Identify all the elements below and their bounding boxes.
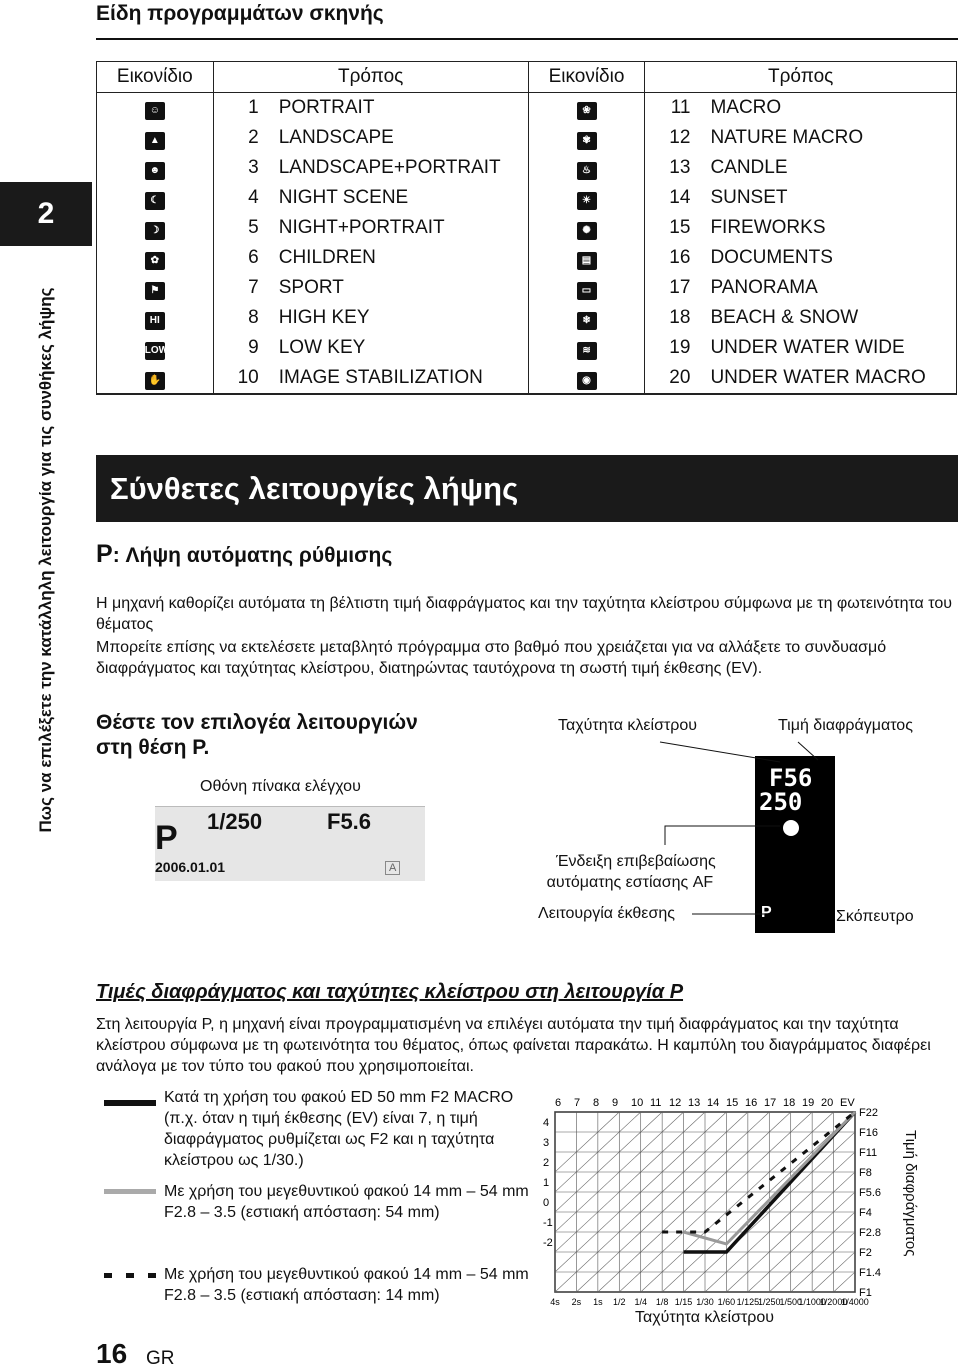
underwater-wide-icon: ≋ <box>577 342 597 360</box>
mode-icon-cell <box>97 93 214 124</box>
x-tick-label: 1/500 <box>779 1297 802 1307</box>
header-mode-left: Τρόπος <box>213 62 528 93</box>
night-scene-icon: ☾ <box>145 192 165 210</box>
ev-diagonal-line <box>555 1112 748 1292</box>
mode-name: DOCUMENTS <box>702 243 956 273</box>
y-tick-label: F2 <box>859 1247 872 1259</box>
aperture-shutter-section-title: Τιμές διαφράγματος και ταχύτητες κλείστρου στη λειτουργία P <box>96 981 684 1003</box>
ev-top-label: 10 <box>631 1097 644 1109</box>
mode-name: LANDSCAPE+PORTRAIT <box>271 153 529 183</box>
mode-icon-cell <box>97 333 214 363</box>
x-tick-label: 1/15 <box>674 1297 693 1307</box>
control-panel-label: Οθόνη πίνακα ελέγχου <box>200 778 361 795</box>
table-row <box>97 123 957 153</box>
ev-top-label: 7 <box>574 1097 581 1109</box>
ev-top-label: 16 <box>745 1097 758 1109</box>
ev-diagonal-line <box>535 1112 726 1292</box>
x-tick-label: 1/1000 <box>798 1297 826 1307</box>
mode-number: 9 <box>213 333 271 363</box>
mode-icon-cell <box>97 213 214 243</box>
ev-diagonal-line <box>535 1112 705 1292</box>
mode-number: 8 <box>213 303 271 333</box>
legend-dashed-black-line <box>104 1273 156 1278</box>
mode-number: 12 <box>645 123 703 153</box>
mode-icon-cell <box>97 243 214 273</box>
y-tick-label: F2.8 <box>859 1227 882 1239</box>
ev-left-label: 3 <box>543 1137 550 1149</box>
p-mode-heading <box>96 540 392 569</box>
fireworks-icon: ✺ <box>577 222 597 240</box>
mode-name: NATURE MACRO <box>702 123 956 153</box>
step-line-1: Θέστε τον επιλογέα λειτουργιών <box>96 711 418 734</box>
mode-name: MACRO <box>702 93 956 124</box>
y-tick-label: F16 <box>859 1127 878 1139</box>
legend-solid-gray-line <box>104 1189 156 1194</box>
low-key-icon: LOW <box>145 342 165 360</box>
image-stabilization-icon: ✋ <box>145 372 165 390</box>
ev-top-label: 15 <box>726 1097 739 1109</box>
mode-number: 16 <box>645 243 703 273</box>
legend-text-3: Με χρήση του μεγεθυντικού φακού 14 mm – 54 mm F2.8 – 3.5 (εστιακή απόσταση: 14 mm) <box>164 1266 529 1304</box>
table-row <box>97 243 957 273</box>
mode-icon-cell <box>528 183 645 213</box>
mode-icon-cell <box>97 363 214 394</box>
y-tick-label: F4 <box>859 1207 872 1219</box>
ev-top-label: 12 <box>669 1097 682 1109</box>
macro-icon: ❀ <box>577 102 597 120</box>
mode-number: 14 <box>645 183 703 213</box>
x-tick-label: 4s <box>550 1297 560 1307</box>
ev-diagonal-line <box>834 1112 940 1292</box>
mode-number: 5 <box>213 213 271 243</box>
mode-name: UNDER WATER WIDE <box>702 333 956 363</box>
table-row <box>97 183 957 213</box>
x-tick-label: 1/60 <box>717 1297 736 1307</box>
ev-top-label: 13 <box>688 1097 701 1109</box>
x-tick-label: 1/8 <box>655 1297 669 1307</box>
table-header-row <box>97 62 957 93</box>
legend-text-1: Κατά τη χρήση του φακού ED 50 mm F2 MACRO (π.χ. όταν η τιμή έκθεσης (EV) είναι 7, η τιμή διαφράγματος ρυθμίζεται ως F2 και η ταχύτητα κλείστρου ως 1/30.) <box>164 1089 514 1169</box>
mode-name: NIGHT SCENE <box>271 183 529 213</box>
high-key-icon: HI <box>145 312 165 330</box>
mode-icon-cell <box>97 123 214 153</box>
ev-top-label: 11 <box>650 1097 662 1109</box>
program-line-chart <box>535 1090 940 1335</box>
nature-macro-icon: ✾ <box>577 132 597 150</box>
ev-left-label: -1 <box>543 1217 553 1229</box>
children-icon: ✿ <box>145 252 165 270</box>
mode-name: UNDER WATER MACRO <box>702 363 956 394</box>
mode-name: CANDLE <box>702 153 956 183</box>
x-tick-label: 1/125 <box>736 1297 760 1307</box>
y-tick-label: F1 <box>859 1287 872 1299</box>
mode-icon-cell <box>97 183 214 213</box>
exposure-mode-label: Λειτουργία έκθεσης <box>538 905 675 922</box>
p-mode-paragraph-1: Η μηχανή καθορίζει αυτόματα τη βέλτιστη τιμή διαφράγματος και την ταχύτητα κλείστρου σύμφωνα με τη φωτεινότητα του θέματος <box>96 595 952 633</box>
table-row <box>97 93 957 124</box>
mode-icon-cell <box>528 93 645 124</box>
lcd-aperture: F5.6 <box>327 809 372 834</box>
table-row <box>97 213 957 243</box>
ev-top-label: EV <box>840 1097 855 1109</box>
ev-left-label: 0 <box>543 1197 550 1209</box>
p-mode-heading-text: : Λήψη αυτόματης ρύθμισης <box>112 544 393 567</box>
ev-diagonal-line <box>684 1112 877 1292</box>
mode-number: 15 <box>645 213 703 243</box>
ev-left-label: 1 <box>543 1177 550 1189</box>
mode-number: 17 <box>645 273 703 303</box>
ev-top-label: 9 <box>612 1097 619 1109</box>
ev-top-label: 18 <box>783 1097 796 1109</box>
beach-snow-icon: ❄ <box>577 312 597 330</box>
ev-left-label: 4 <box>543 1117 550 1129</box>
af-confirmation-line-2: αυτόματης εστίασης AF <box>546 874 714 891</box>
mode-name: HIGH KEY <box>271 303 529 333</box>
y-tick-label: F1.4 <box>859 1267 882 1279</box>
mode-icon-cell <box>528 243 645 273</box>
mode-number: 13 <box>645 153 703 183</box>
mode-number: 2 <box>213 123 271 153</box>
table-row <box>97 333 957 363</box>
mode-icon-cell <box>528 123 645 153</box>
ev-diagonal-line <box>535 1112 684 1292</box>
shutter-speed-label: Ταχύτητα κλείστρου <box>558 717 698 734</box>
x-tick-label: 1/250 <box>758 1297 781 1307</box>
mode-name: IMAGE STABILIZATION <box>271 363 529 394</box>
mode-name: FIREWORKS <box>702 213 956 243</box>
lcd-mode: P <box>155 819 178 857</box>
mode-name: SUNSET <box>702 183 956 213</box>
ev-top-label: 20 <box>821 1097 834 1109</box>
step-line-2: στη θέση P. <box>96 736 210 759</box>
mode-icon-cell <box>528 213 645 243</box>
header-icon-left: Εικονίδιο <box>97 62 214 93</box>
ev-left-label: -2 <box>543 1237 553 1249</box>
vf-aperture: F56 <box>769 764 813 792</box>
scene-modes-table <box>96 61 957 395</box>
portrait-icon: ☺ <box>145 102 165 120</box>
mode-icon-cell <box>97 153 214 183</box>
ev-diagonal-line <box>619 1112 812 1292</box>
legend-solid-black-line <box>104 1100 156 1106</box>
mode-number: 10 <box>213 363 271 394</box>
ev-top-label: 19 <box>802 1097 815 1109</box>
page-number: 16 <box>96 1338 128 1369</box>
underwater-macro-icon: ◉ <box>577 372 597 390</box>
mode-name: SPORT <box>271 273 529 303</box>
step-instruction <box>96 710 418 760</box>
x-tick-label: 1/4000 <box>841 1297 869 1307</box>
ev-left-label: 2 <box>543 1157 550 1169</box>
mode-icon-cell <box>528 273 645 303</box>
lcd-shutter: 1/250 <box>207 809 263 834</box>
x-tick-label: 1/4 <box>634 1297 647 1307</box>
table-row <box>97 303 957 333</box>
y-tick-label: F11 <box>859 1147 878 1159</box>
ev-top-label: 14 <box>707 1097 720 1109</box>
lcd-af-indicator: A <box>385 861 400 875</box>
candle-icon: ♨ <box>577 162 597 180</box>
mode-number: 19 <box>645 333 703 363</box>
mode-number: 11 <box>645 93 703 124</box>
landscape-portrait-icon: ☻ <box>145 162 165 180</box>
ev-diagonal-line <box>535 1112 641 1292</box>
y-tick-label: F8 <box>859 1167 872 1179</box>
y-tick-label: F22 <box>859 1107 878 1119</box>
header-icon-right: Εικονίδιο <box>528 62 645 93</box>
mode-name: PANORAMA <box>702 273 956 303</box>
ev-diagonal-line <box>662 1112 855 1292</box>
vf-mode: P <box>761 904 772 921</box>
section-title: Είδη προγραμμάτων σκηνής <box>96 2 384 25</box>
mode-name: CHILDREN <box>271 243 529 273</box>
ev-diagonal-line <box>726 1112 919 1292</box>
chart-x-label: Ταχύτητα κλείστρου <box>635 1309 775 1326</box>
mode-icon-cell <box>97 303 214 333</box>
panorama-icon: ▭ <box>577 282 597 300</box>
night-portrait-icon: ☽ <box>145 222 165 240</box>
chapter-number-tab: 2 <box>0 182 92 246</box>
x-tick-label: 2s <box>571 1297 582 1307</box>
aperture-shutter-paragraph: Στη λειτουργία P, η μηχανή είναι προγραμματισμένη να επιλέγει αυτόματα την τιμή διαφράγματος και την ταχύτητα κλείστρου σύμφωνα με τη φωτεινότητα του θέματος, όπως φαίνεται παρακάτω. Η καμπύλη του διαγράμματος διαφέρει ανάλογα με τον τύπο του φακού που χρησιμοποιείται. <box>96 1016 931 1075</box>
title-divider <box>96 38 958 40</box>
mode-number: 6 <box>213 243 271 273</box>
page-language: GR <box>146 1348 175 1369</box>
ev-diagonal-line <box>705 1112 898 1292</box>
mode-name: NIGHT+PORTRAIT <box>271 213 529 243</box>
header-mode-right: Τρόπος <box>645 62 957 93</box>
chapter-side-title: Πως να επιλέξετε την κατάλληλη λειτουργία για τις συνθήκες λήψης <box>36 287 55 833</box>
table-row <box>97 153 957 183</box>
lcd-date: 2006.01.01 <box>155 859 226 875</box>
af-confirmation-label <box>546 851 716 893</box>
mode-number: 7 <box>213 273 271 303</box>
mode-icon-cell <box>528 153 645 183</box>
ev-diagonal-line <box>535 1112 662 1292</box>
x-tick-label: 1/30 <box>696 1297 714 1307</box>
table-row <box>97 363 957 394</box>
af-confirmation-line-1: Ένδειξη επιβεβαίωσης <box>556 853 716 870</box>
p-mode-letter: P <box>96 540 113 568</box>
ev-diagonal-line <box>598 1112 791 1292</box>
mode-icon-cell <box>528 333 645 363</box>
aperture-value-label: Τιμή διαφράγματος <box>778 717 913 734</box>
mode-name: LOW KEY <box>271 333 529 363</box>
ev-top-label: 6 <box>555 1097 562 1109</box>
advanced-shooting-banner: Σύνθετες λειτουργίες λήψης <box>96 455 958 522</box>
mode-name: LANDSCAPE <box>271 123 529 153</box>
documents-icon: ▤ <box>577 252 597 270</box>
mode-icon-cell <box>528 363 645 394</box>
x-tick-label: 1/2 <box>613 1297 626 1307</box>
p-mode-paragraph-2: Μπορείτε επίσης να εκτελέσετε μεταβλητό πρόγραμμα στο βαθμό που χρειάζεται για να αλλάξετε το συνδυασμό διαφράγματος και ταχύτητας κλείστρου, διατηρώντας ταυτόχρονα τη σωστή τιμή έκθεσης (EV). <box>96 639 887 677</box>
sport-icon: ⚑ <box>145 282 165 300</box>
mode-number: 20 <box>645 363 703 394</box>
y-tick-label: F5.6 <box>859 1187 882 1199</box>
mode-icon-cell <box>97 273 214 303</box>
control-panel-screen <box>155 806 425 881</box>
mode-number: 4 <box>213 183 271 213</box>
landscape-icon: ▲ <box>145 132 165 150</box>
sunset-icon: ☀ <box>577 192 597 210</box>
mode-number: 18 <box>645 303 703 333</box>
x-tick-label: 1/2000 <box>819 1297 848 1307</box>
legend-text-2: Με χρήση του μεγεθυντικού φακού 14 mm – 54 mm F2.8 – 3.5 (εστιακή απόσταση: 54 mm) <box>164 1183 529 1221</box>
vf-shutter: 250 <box>759 788 803 816</box>
chart-y-label: Τιμή διαφράγματος <box>902 1130 919 1257</box>
mode-number: 3 <box>213 153 271 183</box>
ev-top-label: 17 <box>764 1097 777 1109</box>
mode-icon-cell <box>528 303 645 333</box>
mode-name: BEACH & SNOW <box>702 303 956 333</box>
viewfinder-label: Σκόπευτρο <box>836 908 914 925</box>
x-tick-label: 1s <box>593 1297 603 1307</box>
mode-number: 1 <box>213 93 271 124</box>
ev-diagonal-line <box>641 1112 834 1292</box>
ev-top-label: 8 <box>593 1097 600 1109</box>
mode-name: PORTRAIT <box>271 93 529 124</box>
table-row <box>97 273 957 303</box>
